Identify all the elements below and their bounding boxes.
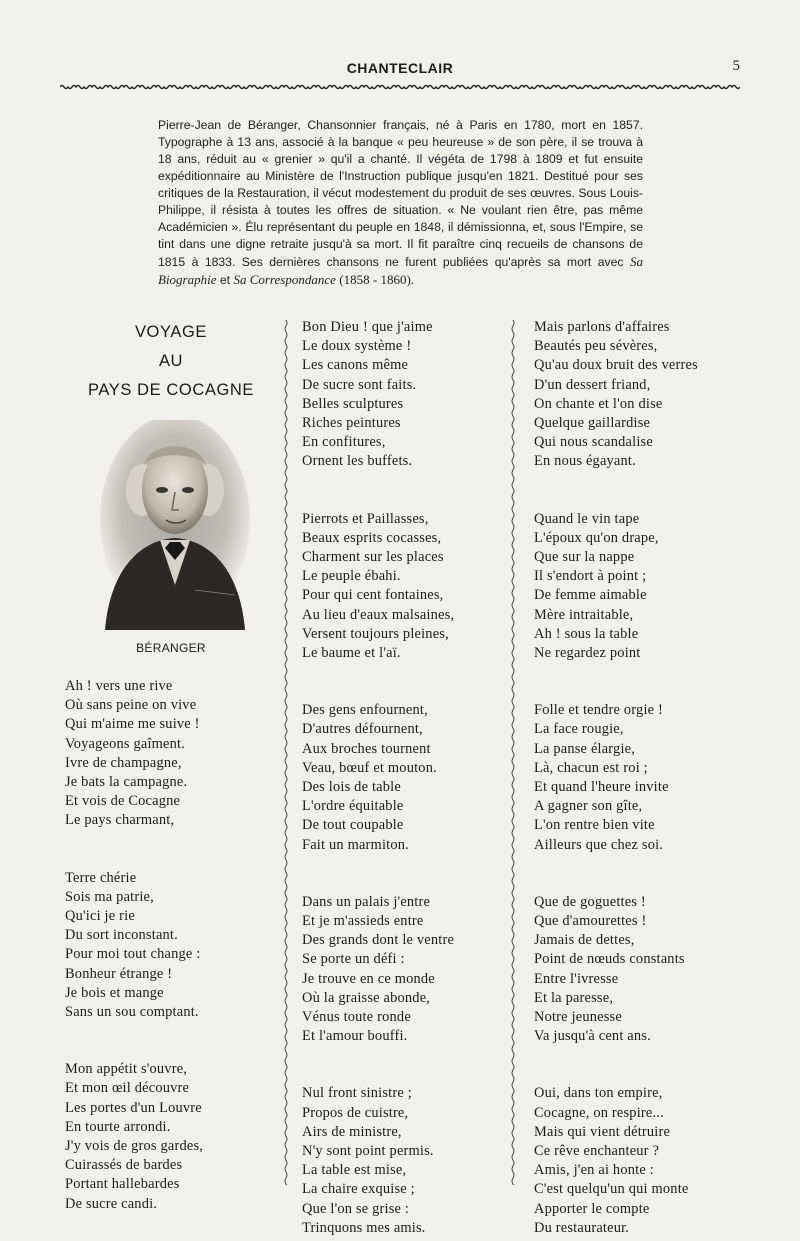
verse-line: Du sort inconstant. bbox=[65, 927, 178, 944]
verse-line: Versent toujours pleines, bbox=[302, 625, 449, 642]
verse-line: De sucre candi. bbox=[65, 1195, 158, 1212]
verse-line: Où sans peine on vive bbox=[65, 697, 197, 714]
column-divider-1 bbox=[283, 320, 289, 1185]
stanza bbox=[302, 510, 512, 664]
verse-line: Point de nœuds constants bbox=[534, 951, 685, 968]
verse-line: Dans un palais j'entre bbox=[302, 893, 431, 910]
verse-line: L'ordre équitable bbox=[302, 798, 404, 815]
verse-line: Bon Dieu ! que j'aime bbox=[302, 319, 433, 335]
verse-line: Nul front sinistre ; bbox=[302, 1085, 412, 1102]
verse-line: Que d'amourettes ! bbox=[534, 912, 647, 929]
verse-line: D'autres défournent, bbox=[302, 721, 423, 738]
verse-line: De femme aimable bbox=[534, 587, 647, 604]
stanza bbox=[534, 318, 744, 472]
verse-line: Mon appétit s'ouvre, bbox=[65, 1061, 188, 1078]
verse-line: Aux broches tournent bbox=[302, 740, 431, 757]
stanza bbox=[534, 1084, 744, 1238]
stanza bbox=[534, 701, 744, 855]
verse-line: Ornent les buffets. bbox=[302, 453, 413, 470]
verse-line: Ailleurs que chez soi. bbox=[534, 836, 664, 853]
verse-line: Jamais de dettes, bbox=[534, 932, 635, 949]
verse-line: A gagner son gîte, bbox=[534, 798, 643, 815]
verse-line: Fait un marmiton. bbox=[302, 836, 409, 853]
verse-line: D'un dessert friand, bbox=[534, 376, 651, 393]
verse-line: Portant hallebardes bbox=[65, 1176, 180, 1193]
verse-line: Je trouve en ce monde bbox=[302, 970, 435, 987]
work-title-correspondance: Sa Correspondance bbox=[233, 272, 336, 287]
verse-line: Quelque gaillardise bbox=[534, 414, 651, 431]
stanza bbox=[534, 893, 744, 1047]
verse-line: Ah ! sous la table bbox=[534, 625, 639, 642]
verse-line: Oui, dans ton empire, bbox=[534, 1085, 663, 1102]
verse-line: En tourte arrondi. bbox=[65, 1118, 171, 1135]
verse-line: Charment sur les places bbox=[302, 548, 444, 565]
verse-line: Sans un sou comptant. bbox=[65, 1003, 199, 1020]
verse-line: Je bats la campagne. bbox=[65, 773, 188, 790]
verse-line: N'y sont point permis. bbox=[302, 1142, 434, 1159]
column-divider-2 bbox=[510, 320, 516, 1185]
beranger-portrait-engraving bbox=[100, 420, 250, 630]
verse-line: Le pays charmant, bbox=[65, 812, 175, 829]
verse-line: Bonheur étrange ! bbox=[65, 965, 173, 982]
verse-line: Quand le vin tape bbox=[534, 510, 640, 527]
verse-line: Riches peintures bbox=[302, 414, 401, 431]
conjunction: et bbox=[219, 273, 231, 287]
verse-line: Pour qui cent fontaines, bbox=[302, 587, 444, 604]
verse-line: Apporter le compte bbox=[534, 1200, 650, 1217]
wavy-rule-divider bbox=[60, 82, 740, 92]
journal-title: CHANTECLAIR bbox=[346, 60, 454, 76]
poem-title-line-3: PAYS DE COCAGNE bbox=[87, 381, 255, 399]
verse-line: Là, chacun est roi ; bbox=[534, 759, 648, 776]
verse-line: Entre l'ivresse bbox=[534, 970, 619, 987]
verse-line: Notre jeunesse bbox=[534, 1008, 622, 1025]
verse-line: De sucre sont faits. bbox=[302, 376, 417, 393]
verse-line: Beautés peu sévères, bbox=[534, 338, 658, 355]
verse-line: J'y vois de gros gardes, bbox=[65, 1137, 204, 1154]
verse-line: Que de goguettes ! bbox=[534, 893, 646, 910]
verse-line: On chante et l'on dise bbox=[534, 395, 663, 412]
verse-line: Qui nous scandalise bbox=[534, 434, 653, 451]
verse-line: Que sur la nappe bbox=[534, 548, 635, 565]
verse-line: Airs de ministre, bbox=[302, 1123, 402, 1140]
stanza bbox=[534, 510, 744, 664]
verse-line: Va jusqu'à cent ans. bbox=[534, 1028, 651, 1045]
verse-line: Folle et tendre orgie ! bbox=[534, 702, 664, 719]
verse-line: En confitures, bbox=[302, 434, 386, 451]
verse-line: Cuirassés de bardes bbox=[65, 1157, 183, 1174]
verse-line: Je bois et mange bbox=[65, 984, 164, 1001]
stanza bbox=[65, 869, 275, 1023]
verse-line: Belles sculptures bbox=[302, 395, 404, 412]
verse-line: Mère intraitable, bbox=[534, 606, 634, 623]
verse-line: Trinquons mes amis. bbox=[302, 1219, 426, 1236]
verse-line: Amis, j'en ai honte : bbox=[534, 1162, 654, 1179]
publication-years: (1858 - 1860). bbox=[339, 272, 415, 287]
verse-line: La panse élargie, bbox=[534, 740, 636, 757]
verse-line: Mais parlons d'affaires bbox=[534, 319, 670, 335]
verse-line: Pour moi tout change : bbox=[65, 946, 201, 963]
verse-line: Il s'endort à point ; bbox=[534, 568, 647, 585]
verse-line: Et la paresse, bbox=[534, 989, 614, 1006]
verse-line: Des lois de table bbox=[302, 778, 401, 795]
verse-line: Au lieu d'eaux malsaines, bbox=[302, 606, 455, 623]
biography-note bbox=[158, 117, 643, 289]
poem-title-line-1: VOYAGE bbox=[134, 323, 208, 341]
verse-line: La face rougie, bbox=[534, 721, 624, 738]
verse-line: Ne regardez point bbox=[534, 644, 641, 661]
verse-line: Et quand l'heure invite bbox=[534, 778, 669, 795]
verse-line: Qui m'aime me suive ! bbox=[65, 716, 200, 733]
verse-line: Le baume et l'aï. bbox=[302, 644, 401, 661]
stanza bbox=[65, 677, 275, 831]
stanza bbox=[302, 701, 512, 855]
verse-line: Le doux système ! bbox=[302, 338, 412, 355]
page-number: 5 bbox=[732, 58, 740, 74]
verse-line: La chaire exquise ; bbox=[302, 1181, 415, 1198]
verse-line: Du restaurateur. bbox=[534, 1219, 630, 1236]
verse-line: L'on rentre bien vite bbox=[534, 817, 655, 834]
biography-text: Pierre-Jean de Béranger, Chansonnier français, né à Paris en 1780, mort en 1857. Typographe à 13 ans, associé à la banque « peu heureuse » de son père, il se trouva à 18 ans, réduit au « grenier » qu'il a chanté. Il végéta de 1798 à 1809 et fut ensuite expéditionnaire au Ministère de l'Instruction publique jusqu'en 1821. Destitué pour ses critiques de la Restauration, il vécut modestement du produit de ses œuvres. Sous Louis-Philippe, il résista à toutes les offres de situation. « Ne voulant rien être, pas même Académicien ». Élu représentant du peuple en 1848, il démissionna, et, sous l'Empire, se tint dans une digne retraite jusqu'à sa mort. Il fit paraître cinq recueils de chansons de 1815 à 1833. Ses dernières chansons ne furent publiées qu'après sa mort avec bbox=[158, 118, 643, 269]
poem-title-line-2: AU bbox=[158, 352, 184, 370]
verse-line: Des grands dont le ventre bbox=[302, 932, 455, 949]
verse-line: En nous égayant. bbox=[534, 453, 636, 470]
verse-line: Des gens enfournent, bbox=[302, 702, 428, 719]
verse-line: Vénus toute ronde bbox=[302, 1008, 411, 1025]
poem-title bbox=[60, 318, 282, 405]
verse-line: Et l'amour bouffi. bbox=[302, 1028, 408, 1045]
verse-line: Terre chérie bbox=[65, 869, 137, 886]
verse-line: Beaux esprits cocasses, bbox=[302, 529, 442, 546]
verse-line: Se porte un défi : bbox=[302, 951, 405, 968]
running-head bbox=[60, 60, 740, 82]
verse-line: Pierrots et Paillasses, bbox=[302, 510, 429, 527]
verse-line: Ce rêve enchanteur ? bbox=[534, 1142, 660, 1159]
verse-line: Les canons même bbox=[302, 357, 409, 374]
verse-line: Que l'on se grise : bbox=[302, 1200, 410, 1217]
verse-line: Propos de cuistre, bbox=[302, 1104, 409, 1121]
portrait-caption: BÉRANGER bbox=[136, 641, 206, 655]
verse-line: Et mon œil découvre bbox=[65, 1080, 190, 1097]
verse-line: Et vois de Cocagne bbox=[65, 793, 181, 810]
verse-line: Sois ma patrie, bbox=[65, 888, 154, 905]
verse-line: Les portes d'un Louvre bbox=[65, 1099, 202, 1116]
verse-line: Qu'au doux bruit des verres bbox=[534, 357, 698, 374]
verse-line: Veau, bœuf et mouton. bbox=[302, 759, 437, 776]
verse-line: De tout coupable bbox=[302, 817, 404, 834]
verse-line: Voyageons gaîment. bbox=[65, 735, 186, 752]
verse-line: Mais qui vient détruire bbox=[534, 1123, 671, 1140]
verse-line: Qu'ici je rie bbox=[65, 907, 135, 924]
stanza bbox=[65, 1060, 275, 1214]
stanza bbox=[302, 893, 512, 1047]
verse-line: C'est quelqu'un qui monte bbox=[534, 1181, 689, 1198]
verse-line: Et je m'assieds entre bbox=[302, 912, 424, 929]
work-title-biographie: Sa Biographie bbox=[158, 254, 643, 287]
verse-line: Où la graisse abonde, bbox=[302, 989, 431, 1006]
verse-line: La table est mise, bbox=[302, 1162, 407, 1179]
verse-line: L'époux qu'on drape, bbox=[534, 529, 659, 546]
verse-line: Ah ! vers une rive bbox=[65, 678, 173, 694]
stanza bbox=[302, 1084, 512, 1238]
verse-line: Le peuple ébahi. bbox=[302, 568, 401, 585]
verse-line: Ivre de champagne, bbox=[65, 754, 182, 771]
stanza bbox=[302, 318, 512, 472]
verse-line: Cocagne, on respire... bbox=[534, 1104, 664, 1121]
